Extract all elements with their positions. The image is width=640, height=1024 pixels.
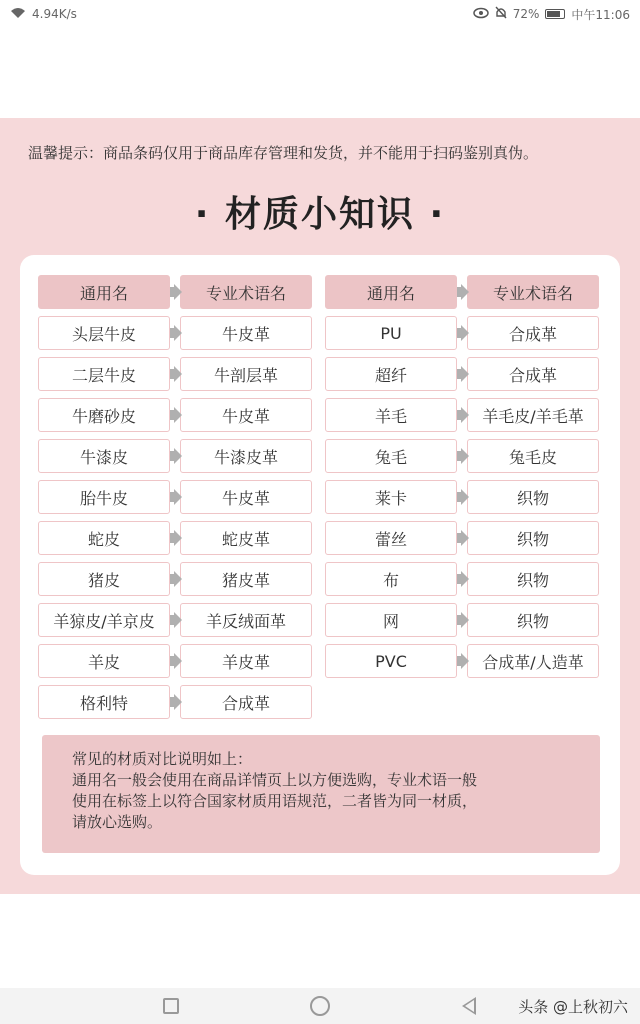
common-name-cell: 布 <box>325 562 457 596</box>
table-row <box>325 316 599 357</box>
arrow-right-icon <box>457 603 467 637</box>
common-name-cell: 牛漆皮 <box>38 439 170 473</box>
common-name-cell: 超纤 <box>325 357 457 391</box>
common-name-cell: 莱卡 <box>325 480 457 514</box>
common-name-cell: 胎牛皮 <box>38 480 170 514</box>
table-row <box>325 398 599 439</box>
table-row <box>325 562 599 603</box>
common-name-cell: 兔毛 <box>325 439 457 473</box>
top-blank <box>0 28 640 118</box>
recent-apps-button[interactable] <box>163 998 179 1014</box>
back-button[interactable] <box>462 997 476 1015</box>
common-name-cell: 羊毛 <box>325 398 457 432</box>
arrow-right-icon <box>457 644 467 678</box>
technical-name-cell: 合成革 <box>467 357 599 391</box>
arrow-right-icon <box>457 439 467 473</box>
table-row <box>38 357 312 398</box>
common-name-cell: PVC <box>325 644 457 678</box>
right-table <box>325 275 599 685</box>
technical-name-cell: 牛皮革 <box>180 480 312 514</box>
table-row <box>38 398 312 439</box>
arrow-right-icon <box>457 562 467 596</box>
home-button[interactable] <box>310 996 330 1016</box>
left-table <box>38 275 312 726</box>
common-name-cell: 羊皮 <box>38 644 170 678</box>
arrow-right-icon <box>170 685 180 719</box>
arrow-right-icon <box>170 439 180 473</box>
header-technical-name: 专业术语名 <box>467 275 599 309</box>
arrow-right-icon <box>457 316 467 350</box>
technical-name-cell: 兔毛皮 <box>467 439 599 473</box>
table-row <box>325 480 599 521</box>
technical-name-cell: 合成革 <box>467 316 599 350</box>
table-row <box>38 316 312 357</box>
common-name-cell: 蕾丝 <box>325 521 457 555</box>
table-row <box>325 603 599 644</box>
technical-name-cell: 织物 <box>467 603 599 637</box>
technical-name-cell: 牛漆皮革 <box>180 439 312 473</box>
table-row <box>38 685 312 726</box>
arrow-right-icon <box>170 603 180 637</box>
table-row <box>38 562 312 603</box>
technical-name-cell: 羊反绒面革 <box>180 603 312 637</box>
table-row <box>325 644 599 685</box>
wifi-icon <box>10 7 26 22</box>
technical-name-cell: 织物 <box>467 521 599 555</box>
material-card <box>20 255 620 875</box>
common-name-cell: 头层牛皮 <box>38 316 170 350</box>
arrow-right-icon <box>170 644 180 678</box>
common-name-cell: 蛇皮 <box>38 521 170 555</box>
technical-name-cell: 牛皮革 <box>180 398 312 432</box>
watermark: 头条 @上秋初六 <box>518 998 628 1016</box>
common-name-cell: 猪皮 <box>38 562 170 596</box>
technical-name-cell: 蛇皮革 <box>180 521 312 555</box>
technical-name-cell: 合成革 <box>180 685 312 719</box>
summary-box <box>42 735 600 853</box>
table-row <box>38 480 312 521</box>
table-row <box>38 521 312 562</box>
arrow-right-icon <box>170 398 180 432</box>
arrow-right-icon <box>170 521 180 555</box>
arrow-right-icon <box>170 480 180 514</box>
arrow-right-icon <box>457 521 467 555</box>
table-row <box>38 439 312 480</box>
mute-bell-icon <box>495 6 507 22</box>
technical-name-cell: 织物 <box>467 480 599 514</box>
technical-name-cell: 羊皮革 <box>180 644 312 678</box>
table-row <box>38 603 312 644</box>
summary-line: 常见的材质对比说明如上： <box>72 750 253 768</box>
common-name-cell: 二层牛皮 <box>38 357 170 391</box>
notice-text: 温馨提示：商品条码仅用于商品库存管理和发货，并不能用于扫码鉴别真伪。 <box>28 144 539 162</box>
common-name-cell: 牛磨砂皮 <box>38 398 170 432</box>
common-name-cell: PU <box>325 316 457 350</box>
technical-name-cell: 牛剖层革 <box>180 357 312 391</box>
arrow-right-icon <box>170 316 180 350</box>
page-title: · 材质小知识 · <box>194 194 446 235</box>
common-name-cell: 格利特 <box>38 685 170 719</box>
battery-percent: 72% <box>512 7 540 21</box>
technical-name-cell: 牛皮革 <box>180 316 312 350</box>
summary-line: 请放心选购。 <box>72 813 163 831</box>
eye-icon <box>473 7 489 22</box>
header-common-name: 通用名 <box>38 275 170 309</box>
summary-line: 使用在标签上以符合国家材质用语规范，二者皆为同一材质， <box>72 792 478 810</box>
technical-name-cell: 织物 <box>467 562 599 596</box>
technical-name-cell: 羊毛皮/羊毛革 <box>467 398 599 432</box>
table-row <box>325 357 599 398</box>
arrow-right-icon <box>457 275 467 309</box>
table-header-row <box>325 275 599 316</box>
table-header-row <box>38 275 312 316</box>
table-row <box>325 521 599 562</box>
table-row <box>38 644 312 685</box>
arrow-right-icon <box>457 357 467 391</box>
arrow-right-icon <box>457 480 467 514</box>
arrow-right-icon <box>170 357 180 391</box>
clock: 中午11:06 <box>571 7 630 22</box>
status-bar <box>0 0 640 28</box>
table-row <box>325 439 599 480</box>
header-common-name: 通用名 <box>325 275 457 309</box>
header-technical-name: 专业术语名 <box>180 275 312 309</box>
arrow-right-icon <box>170 275 180 309</box>
battery-icon <box>545 9 565 19</box>
technical-name-cell: 猪皮革 <box>180 562 312 596</box>
arrow-right-icon <box>457 398 467 432</box>
network-speed: 4.94K/s <box>32 7 77 21</box>
arrow-right-icon <box>170 562 180 596</box>
technical-name-cell: 合成革/人造革 <box>467 644 599 678</box>
common-name-cell: 羊猄皮/羊京皮 <box>38 603 170 637</box>
common-name-cell: 网 <box>325 603 457 637</box>
summary-line: 通用名一般会使用在商品详情页上以方便选购，专业术语一般 <box>72 771 478 789</box>
